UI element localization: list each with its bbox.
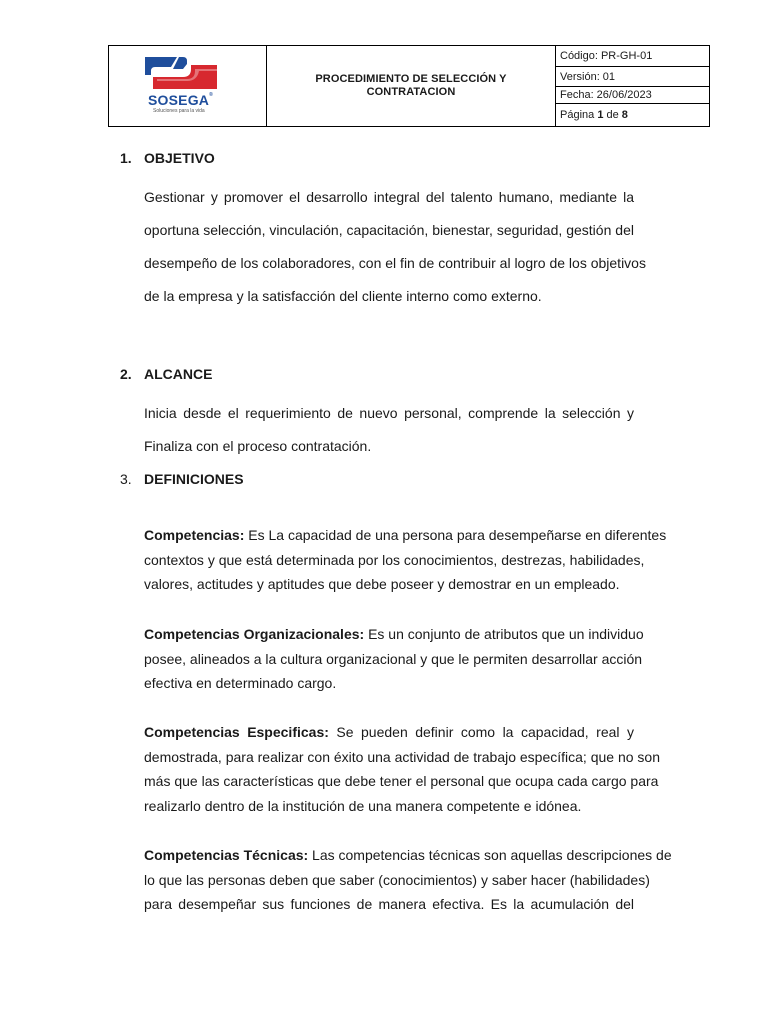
document-header-table (108, 45, 710, 127)
section-heading-definiciones: 3. DEFINICIONES (120, 471, 244, 487)
definition-competencias-tecnicas: Competencias Técnicas: Las competencias técnicas son aquellas descripciones de lo que las personas deben que saber (conocimientos) y saber hacer (habilidades) para desempeñar sus funciones de manera efectiva. Es la acumulación del (144, 847, 672, 912)
logo-tagline: Soluciones para la vida (153, 108, 205, 114)
version-cell: Versión: 01 (556, 67, 709, 87)
sosega-logo-icon (143, 55, 219, 91)
definition-competencias-organizacionales: Competencias Organizacionales: Es un conjunto de atributos que un individuo posee, alineados a la cultura organizacional y que le permiten desarrollar acción efectiva en determinado cargo. (144, 626, 644, 691)
definition-competencias: Competencias: Es La capacidad de una persona para desempeñarse en diferentes contextos y que está determinada por los conocimientos, destrezas, habilidades, valores, actitudes y aptitudes que debe poseer y demostrar en un empleado. (144, 527, 667, 592)
section-heading-objetivo: 1. OBJETIVO (120, 150, 215, 166)
document-title (267, 46, 556, 126)
section-heading-alcance: 2. ALCANCE (120, 366, 213, 382)
logo-wordmark: SOSEGA® (148, 92, 213, 108)
fecha-cell: Fecha: 26/06/2023 (556, 87, 709, 104)
definition-competencias-especificas: Competencias Especificas: Se pueden definir como la capacidad, real y demostrada, para realizar con éxito una actividad de trabajo específica; que no son más que las características que debe tener el personal que ocupa cada cargo para realizarlo dentro de la institución de una manera competente e idónea. (144, 724, 660, 814)
title-line-2: CONTRATACION (366, 86, 456, 98)
document-meta (556, 46, 709, 126)
objetivo-paragraph: Gestionar y promover el desarrollo integral del talento humano, mediante la oportuna selección, vinculación, capacitación, bienestar, seguridad, gestión del desempeño de los colaboradores, con el fin de contribuir al logro de los objetivos de la empresa y la satisfacción del cliente interno como externo. (144, 189, 646, 304)
pagina-cell: Página 1 de 8 (560, 109, 628, 121)
codigo-cell: Código: PR-GH-01 (556, 46, 709, 67)
title-line-1: PROCEDIMIENTO DE SELECCIÓN Y (315, 73, 507, 85)
alcance-paragraph: Inicia desde el requerimiento de nuevo personal, comprende la selección y Finaliza con el proceso contratación. (144, 405, 634, 454)
logo-cell (109, 46, 267, 126)
